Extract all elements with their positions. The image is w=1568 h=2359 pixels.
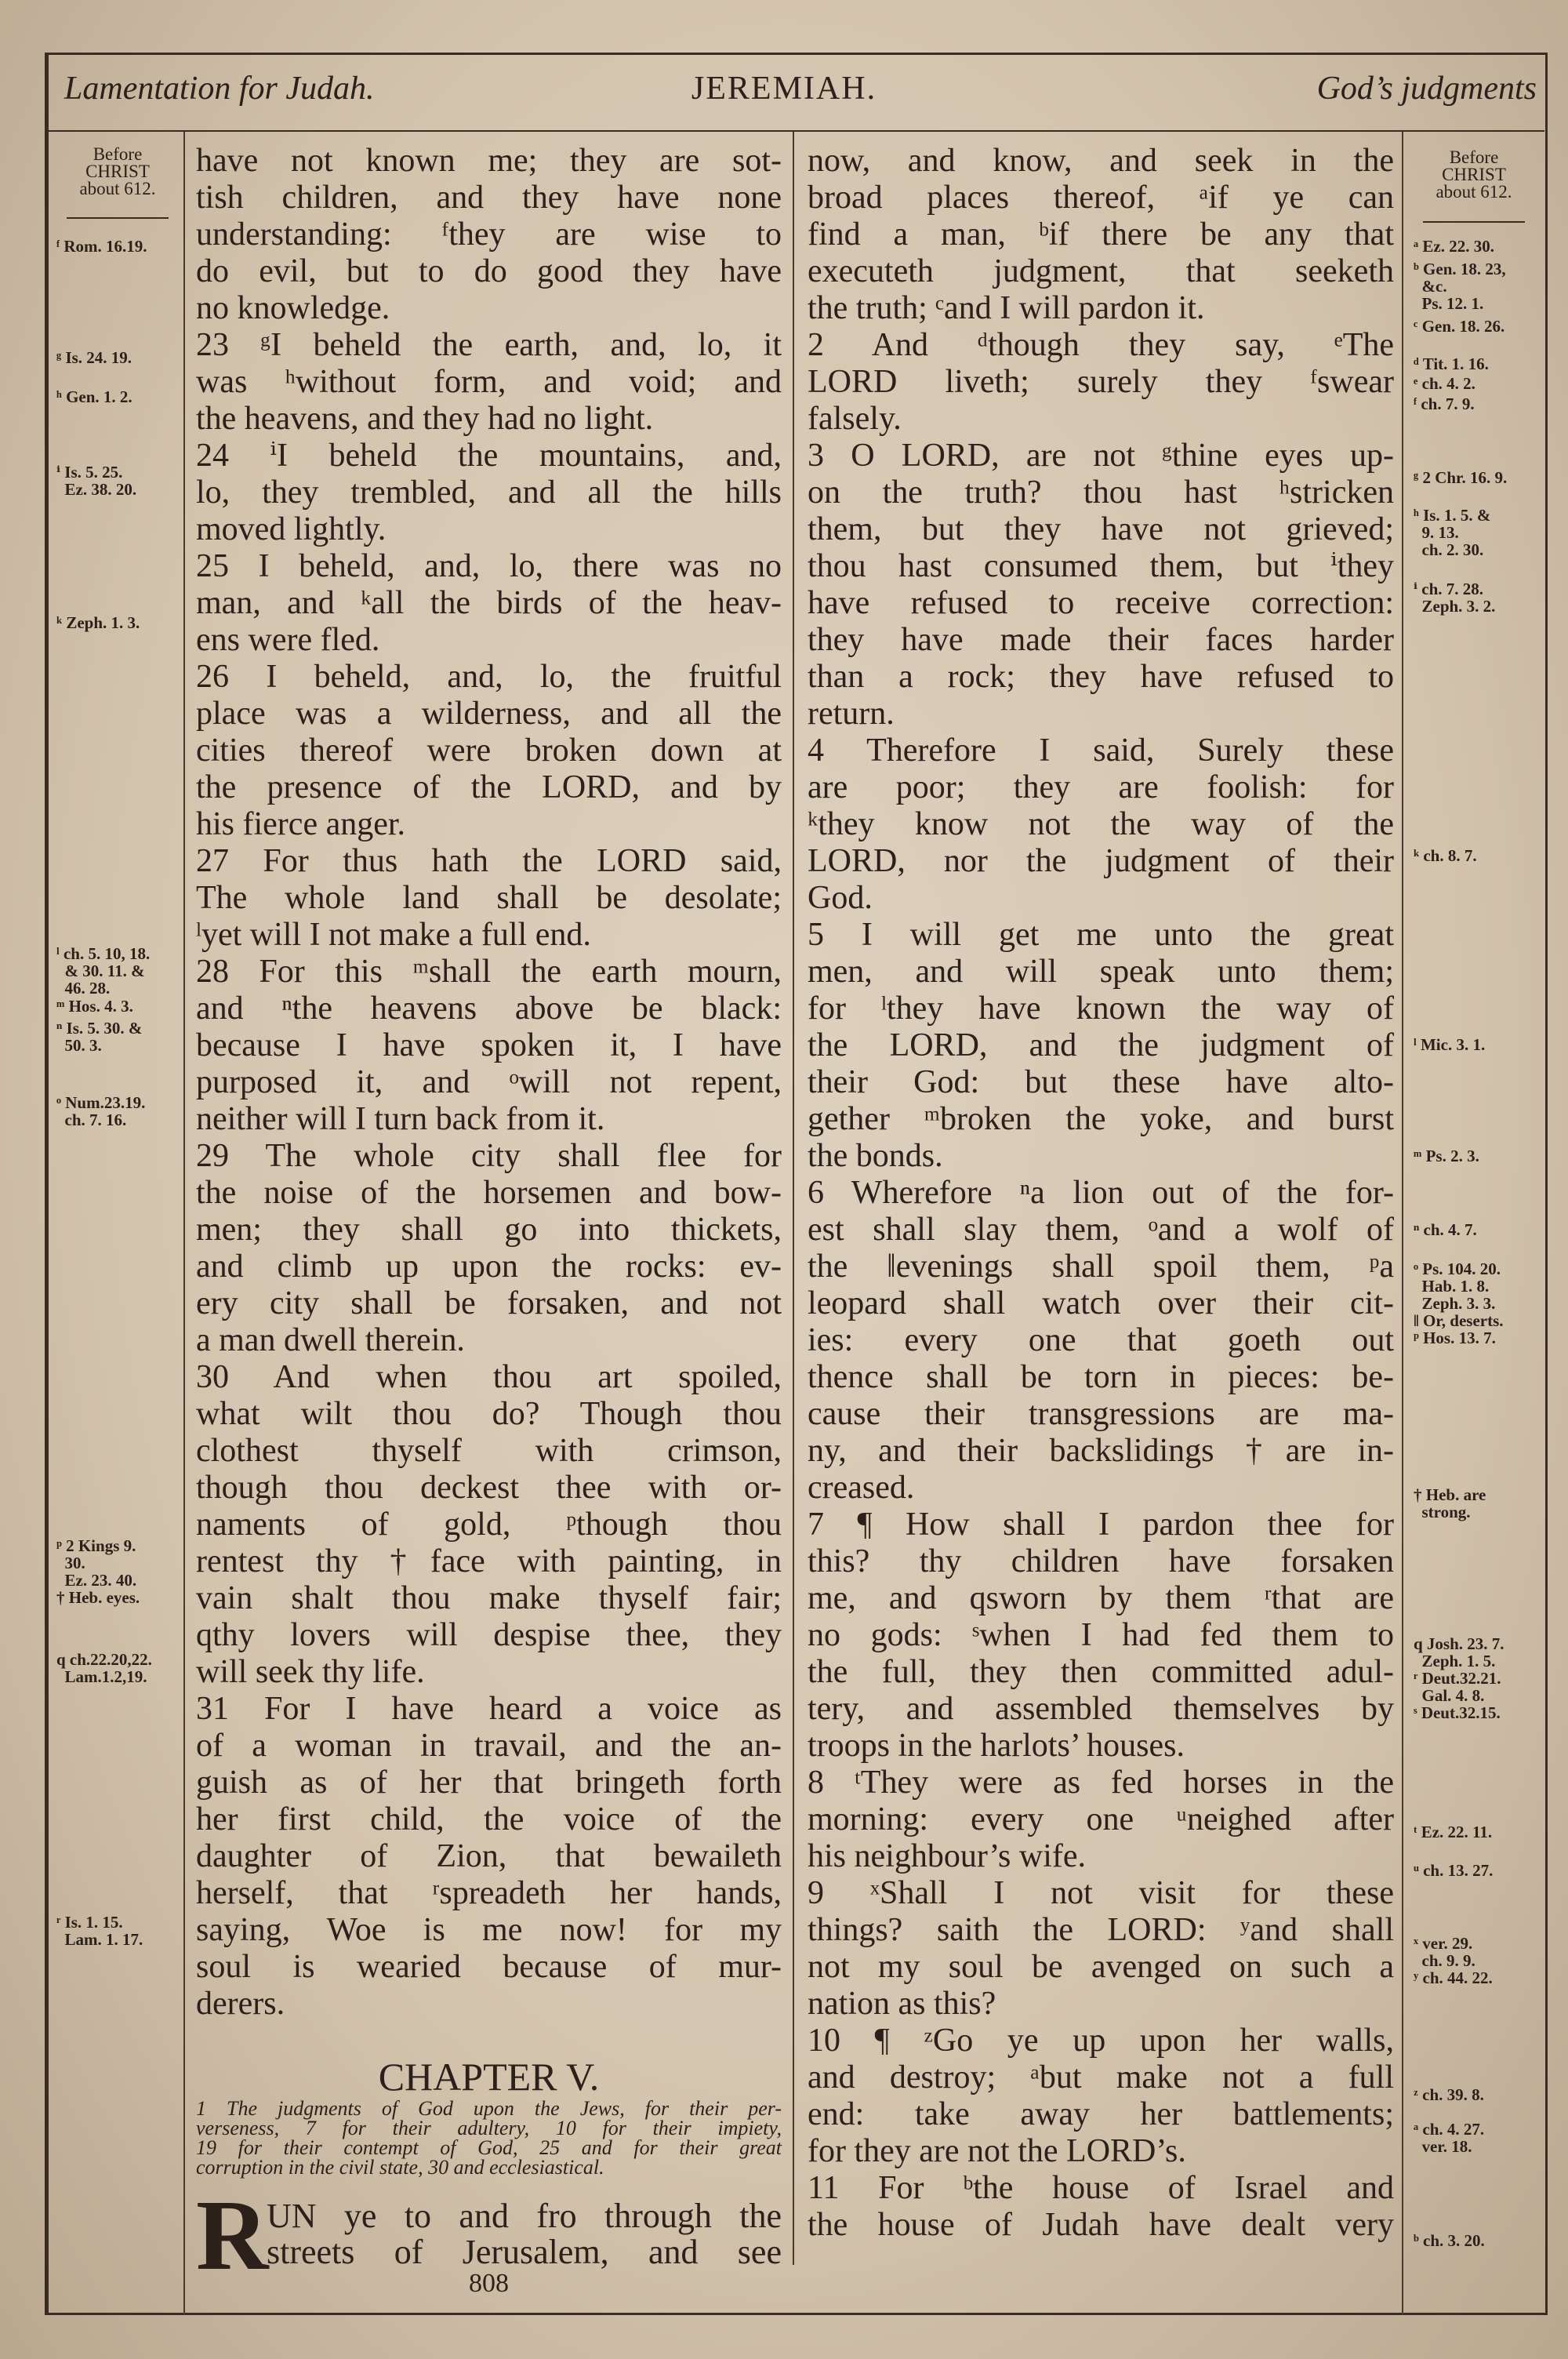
page-number: 808 xyxy=(469,2269,509,2298)
cross-reference-note xyxy=(56,238,147,255)
verse-line: broad places thereof, ᵃif ye can xyxy=(808,180,1394,216)
note-line: ˣ ver. 29. xyxy=(1414,1934,1473,1953)
verse-line: 9 ˣShall I not visit for these xyxy=(808,1875,1394,1911)
verse-line: have not known me; they are sot- xyxy=(196,143,782,179)
note-line: Gal. 4. 8. xyxy=(1414,1686,1485,1705)
verse-line: the presence of the LORD, and by xyxy=(196,769,782,805)
cross-reference-note xyxy=(1414,260,1506,312)
verse-line: est shall slay them, ᵒand a wolf of xyxy=(808,1212,1394,1248)
note-line: 46. 28. xyxy=(56,979,111,998)
note-line: 50. 3. xyxy=(56,1036,102,1055)
cross-reference-note xyxy=(1414,375,1475,392)
verse-line: because I have spoken it, I have xyxy=(196,1027,782,1063)
note-line: ˡ Mic. 3. 1. xyxy=(1414,1035,1486,1054)
verse-line: 10 ¶ ᶻGo ye up upon her walls, xyxy=(808,2023,1394,2059)
verse-line: troops in the harlots’ houses. xyxy=(808,1728,1185,1764)
opening-line: UN ye to and fro through the xyxy=(267,2197,782,2235)
verse-line: qthy lovers will despise thee, they xyxy=(196,1617,782,1653)
note-line: ᵗ Ez. 22. 11. xyxy=(1414,1823,1493,1841)
cross-reference-note xyxy=(56,614,140,631)
note-line: † Heb. eyes. xyxy=(56,1588,140,1607)
note-line: ᵒ Num.23.19. xyxy=(56,1093,146,1112)
before-christ-right xyxy=(1415,149,1533,201)
note-line: q Josh. 23. 7. xyxy=(1414,1634,1504,1653)
note-line: ʸ ch. 44. 22. xyxy=(1414,1968,1493,1987)
cross-reference-note xyxy=(1414,395,1475,413)
text-column-1 xyxy=(196,143,782,2023)
chapter-summary xyxy=(196,2099,782,2177)
cross-reference-note xyxy=(56,349,132,366)
verse-line: 26 I beheld, and, lo, the fruitful xyxy=(196,659,782,695)
verse-line: ˡyet will I not make a full end. xyxy=(196,917,591,953)
verse-line: of a woman in travail, and the an- xyxy=(196,1728,782,1764)
cross-reference-note xyxy=(56,463,136,498)
bc-line: CHRIST xyxy=(85,162,150,181)
note-line: ᵇ Gen. 18. 23, xyxy=(1414,260,1506,278)
verse-line: his fierce anger. xyxy=(196,806,406,842)
verse-line: thou hast consumed them, but ⁱthey xyxy=(808,548,1394,584)
verse-line: his neighbour’s wife. xyxy=(808,1838,1087,1874)
verse-line: moved lightly. xyxy=(196,511,387,547)
note-line: ᵍ Is. 24. 19. xyxy=(56,348,132,367)
note-line: Ez. 38. 20. xyxy=(56,480,137,499)
verse-line: soul is wearied because of mur- xyxy=(196,1949,782,1985)
verse-line: though thou deckest thee with or- xyxy=(196,1470,782,1506)
verse-line: was ʰwithout form, and void; and xyxy=(196,364,782,400)
note-line: ʳ Is. 1. 15. xyxy=(56,1913,123,1932)
chapter-heading: CHAPTER V. xyxy=(378,2055,600,2099)
note-line: ʰ Gen. 1. 2. xyxy=(56,387,132,406)
verse-line: executeth judgment, that seeketh xyxy=(808,253,1394,289)
cross-reference-note xyxy=(56,1651,152,1685)
note-line: ch. 7. 16. xyxy=(56,1110,127,1129)
note-line: ᵍ 2 Chr. 16. 9. xyxy=(1414,468,1508,487)
verse-line: men; they shall go into thickets, xyxy=(196,1212,782,1248)
note-line: ᵖ Hos. 13. 7. xyxy=(1414,1329,1496,1347)
verse-line: them, but they have not grieved; xyxy=(808,511,1394,547)
verse-line: ery city shall be forsaken, and not xyxy=(196,1285,782,1321)
cross-reference-note xyxy=(56,1020,142,1054)
verse-line: 3 O LORD, are not ᵍthine eyes up- xyxy=(808,438,1394,474)
verse-line: end: take away her battlements; xyxy=(808,2096,1394,2132)
note-line: Ez. 23. 40. xyxy=(56,1571,137,1590)
note-line: ʰ Is. 1. 5. & xyxy=(1414,506,1491,525)
note-line: Ps. 12. 1. xyxy=(1414,294,1484,313)
note-line: ʳ Deut.32.21. xyxy=(1414,1669,1501,1688)
cross-reference-note xyxy=(1414,1935,1493,1986)
verse-line: me, and qsworn by them ʳthat are xyxy=(808,1580,1394,1616)
note-line: ⁱ ch. 7. 28. xyxy=(1414,580,1484,598)
bc-line: CHRIST xyxy=(1442,165,1506,184)
note-line: &c. xyxy=(1414,277,1447,296)
note-line: ⁿ ch. 4. 7. xyxy=(1414,1220,1477,1239)
cross-reference-note xyxy=(1414,2232,1485,2249)
verse-line: have refused to receive correction: xyxy=(808,585,1394,621)
note-line: ⁱ Is. 5. 25. xyxy=(56,463,123,482)
verse-line: return. xyxy=(808,696,895,732)
verse-line: understanding: ᶠthey are wise to xyxy=(196,216,782,253)
summary-line: 1 The judgments of God upon the Jews, for their per- xyxy=(196,2097,782,2120)
verse-line: guish as of her that bringeth forth xyxy=(196,1765,782,1801)
verse-line: daughter of Zion, that bewaileth xyxy=(196,1838,782,1874)
verse-line: what wilt thou do? Though thou xyxy=(196,1396,782,1432)
verse-line: the house of Judah have dealt very xyxy=(808,2207,1394,2243)
summary-line: 19 for their contempt of God, 25 and for their great xyxy=(196,2136,782,2159)
verse-line: the noise of the horsemen and bow- xyxy=(196,1175,782,1211)
note-line: q ch.22.20,22. xyxy=(56,1650,152,1669)
cross-reference-note xyxy=(1414,507,1490,558)
verse-line: now, and know, and seek in the xyxy=(808,143,1394,179)
note-line: ᶜ Gen. 18. 26. xyxy=(1414,317,1505,336)
verse-line: for they are not the LORD’s. xyxy=(808,2133,1186,2169)
book-title: JEREMIAH. xyxy=(691,71,877,107)
note-line: ᵃ ch. 4. 27. xyxy=(1414,2120,1485,2139)
summary-line: verseness, 7 for their adultery, 10 for their impiety, xyxy=(196,2117,782,2139)
note-line: & 30. 11. & xyxy=(56,961,145,980)
note-line: Lam.1.2,19. xyxy=(56,1667,147,1686)
bc-line: Before xyxy=(1449,147,1499,167)
cross-reference-note xyxy=(56,1914,143,1948)
verse-line: thence shall be torn in pieces: be- xyxy=(808,1359,1394,1395)
bc-line: Before xyxy=(93,144,143,164)
cross-reference-note xyxy=(1414,1260,1504,1347)
verse-line: creased. xyxy=(808,1470,915,1506)
note-line: ⁿ Is. 5. 30. & xyxy=(56,1019,143,1038)
verse-line: they have made their faces harder xyxy=(808,622,1394,658)
verse-line: God. xyxy=(808,880,873,916)
note-line: ᵉ ch. 4. 2. xyxy=(1414,374,1475,393)
note-line: ᵐ Ps. 2. 3. xyxy=(1414,1147,1479,1165)
verse-line: morning: every one ᵘneighed after xyxy=(808,1801,1394,1837)
note-line: ᶠ ch. 7. 9. xyxy=(1414,394,1475,413)
verse-line: find a man, ᵇif there be any that xyxy=(808,216,1394,253)
verse-line: lo, they trembled, and all the hills xyxy=(196,474,782,511)
verse-line: men, and will speak unto them; xyxy=(808,954,1394,990)
header-rule xyxy=(49,130,1544,132)
verse-line: ies: every one that goeth out xyxy=(808,1322,1394,1358)
cross-reference-note xyxy=(1414,1635,1504,1721)
drop-cap: R xyxy=(196,2179,269,2291)
note-line: ᵖ 2 Kings 9. xyxy=(56,1536,136,1555)
verse-line: ny, and their backslidings †are in- xyxy=(808,1433,1394,1469)
verse-line: this? thy children have forsaken xyxy=(808,1543,1394,1579)
verse-line: clothest thyself with crimson, xyxy=(196,1433,782,1469)
verse-line: their God: but these have alto- xyxy=(808,1064,1394,1100)
verse-line: 28 For this ᵐshall the earth mourn, xyxy=(196,954,782,990)
text-column-2 xyxy=(808,143,1394,2244)
verse-line: and ⁿthe heavens above be black: xyxy=(196,990,782,1027)
verse-line: man, and ᵏall the birds of the heav- xyxy=(196,585,782,621)
verse-line: the ‖evenings shall spoil them, ᵖa xyxy=(808,1249,1394,1285)
cross-reference-note xyxy=(1414,580,1495,615)
note-line: ᵏ ch. 8. 7. xyxy=(1414,846,1477,865)
verse-line: vain shalt thou make thyself fair; xyxy=(196,1580,782,1616)
note-line: Zeph. 1. 5. xyxy=(1414,1652,1496,1670)
verse-line: 30 And when thou art spoiled, xyxy=(196,1359,782,1395)
verse-line: for ˡthey have known the way of xyxy=(808,990,1394,1027)
verse-line: will seek thy life. xyxy=(196,1654,425,1690)
note-line: ‖ Or, deserts. xyxy=(1414,1311,1504,1330)
verse-line: gether ᵐbroken the yoke, and burst xyxy=(808,1101,1394,1137)
cross-reference-note xyxy=(56,1094,145,1129)
cross-reference-note xyxy=(1414,2121,1484,2155)
verse-line: 23 ᵍI beheld the earth, and, lo, it xyxy=(196,327,782,363)
verse-line: things? saith the LORD: ʸand shall xyxy=(808,1912,1394,1948)
summary-line: corruption in the civil state, 30 and ecclesiastical. xyxy=(196,2156,604,2179)
right-margin-rule xyxy=(1402,132,1403,2315)
verse-line: 7 ¶ How shall I pardon thee for xyxy=(808,1507,1394,1543)
verse-line: 29 The whole city shall flee for xyxy=(196,1138,782,1174)
verse-line: the full, they then committed adul- xyxy=(808,1654,1394,1690)
note-line: ᵈ Tit. 1. 16. xyxy=(1414,354,1489,373)
verse-line: saying, Woe is me now! for my xyxy=(196,1912,782,1948)
verse-line: the bonds. xyxy=(808,1138,943,1174)
verse-line: 6 Wherefore ⁿa lion out of the for- xyxy=(808,1175,1394,1211)
note-line: ᵇ ch. 3. 20. xyxy=(1414,2231,1485,2250)
cross-reference-note xyxy=(56,998,133,1015)
verse-line: 11 For ᵇthe house of Israel and xyxy=(808,2170,1394,2206)
note-line: ch. 9. 9. xyxy=(1414,1951,1475,1970)
verse-line: tery, and assembled themselves by xyxy=(808,1691,1394,1727)
cross-reference-note xyxy=(1414,1147,1479,1165)
bc-rule-right xyxy=(1423,221,1525,223)
cross-reference-note xyxy=(1414,318,1504,335)
note-line: ᶠ Rom. 16.19. xyxy=(56,237,147,256)
verse-line: 8 ᵗThey were as fed horses in the xyxy=(808,1765,1394,1801)
note-line: ver. 18. xyxy=(1414,2137,1472,2156)
verse-line: 5 I will get me unto the great xyxy=(808,917,1394,953)
cross-reference-note xyxy=(1414,238,1494,255)
verse-line: 25 I beheld, and, lo, there was no xyxy=(196,548,782,584)
verse-line: the heavens, and they had no light. xyxy=(196,401,654,437)
bc-line: about 612. xyxy=(79,179,156,198)
before-christ-left xyxy=(59,146,176,198)
note-line: ˢ Deut.32.15. xyxy=(1414,1703,1501,1722)
verse-line: on the truth? thou hast ʰstricken xyxy=(808,474,1394,511)
verse-line: cause their transgressions are ma- xyxy=(808,1396,1394,1432)
note-line: ᶻ ch. 39. 8. xyxy=(1414,2085,1484,2104)
verse-line: ᵏthey know not the way of the xyxy=(808,806,1394,842)
verse-line: 24 ⁱI beheld the mountains, and, xyxy=(196,438,782,474)
verse-line: LORD, nor the judgment of their xyxy=(808,843,1394,879)
verse-line: no knowledge. xyxy=(196,290,390,326)
verse-line: and destroy; ᵃbut make not a full xyxy=(808,2059,1394,2095)
cross-reference-note xyxy=(56,945,150,997)
cross-reference-note xyxy=(1414,1486,1486,1521)
verse-line: falsely. xyxy=(808,401,902,437)
verse-line: not my soul be avenged on such a xyxy=(808,1949,1394,1985)
cross-reference-note xyxy=(1414,1823,1492,1841)
verse-line: leopard shall watch over their cit- xyxy=(808,1285,1394,1321)
verse-line: neither will I turn back from it. xyxy=(196,1101,605,1137)
left-margin-rule xyxy=(183,132,185,2315)
note-line: ᵐ Hos. 4. 3. xyxy=(56,997,133,1016)
verse-line: a man dwell therein. xyxy=(196,1322,465,1358)
cross-reference-note xyxy=(56,388,132,405)
verse-line: do evil, but to do good they have xyxy=(196,253,782,289)
verse-line: 4 Therefore I said, Surely these xyxy=(808,732,1394,769)
note-line: Zeph. 3. 2. xyxy=(1414,597,1496,616)
cross-reference-note xyxy=(1414,1036,1485,1053)
verse-line: are poor; they are foolish: for xyxy=(808,769,1394,805)
opening-line: streets of Jerusalem, and see xyxy=(267,2233,782,2271)
note-line: ch. 2. 30. xyxy=(1414,540,1484,559)
verse-line: nation as this? xyxy=(808,1986,996,2022)
verse-line: no gods: ˢwhen I had fed them to xyxy=(808,1617,1394,1653)
verse-line: 2 And ᵈthough they say, ᵉThe xyxy=(808,327,1394,363)
note-line: ᵃ Ez. 22. 30. xyxy=(1414,237,1494,256)
verse-line: LORD liveth; surely they ᶠswear xyxy=(808,364,1394,400)
note-line: † Heb. are xyxy=(1414,1485,1486,1504)
column-rule xyxy=(793,132,794,2265)
bc-line: about 612. xyxy=(1436,182,1512,202)
note-line: Zeph. 3. 3. xyxy=(1414,1294,1496,1313)
cross-reference-note xyxy=(1414,1862,1493,1879)
note-line: Hab. 1. 8. xyxy=(1414,1277,1490,1296)
cross-reference-note xyxy=(1414,1221,1477,1238)
note-line: ˡ ch. 5. 10, 18. xyxy=(56,944,151,963)
note-line: Lam. 1. 17. xyxy=(56,1930,143,1949)
cross-reference-note xyxy=(1414,847,1477,864)
verse-line: and climb up upon the rocks: ev- xyxy=(196,1249,782,1285)
cross-reference-note xyxy=(56,1537,140,1606)
note-line: strong. xyxy=(1414,1503,1471,1521)
note-line: 30. xyxy=(56,1554,85,1572)
verse-line: tish children, and they have none xyxy=(196,180,782,216)
verse-line: herself, that ʳspreadeth her hands, xyxy=(196,1875,782,1911)
verse-line: cities thereof were broken down at xyxy=(196,732,782,769)
verse-line: ens were fled. xyxy=(196,622,380,658)
verse-line: rentest thy †face with painting, in xyxy=(196,1543,782,1579)
verse-line: purposed it, and ᵒwill not repent, xyxy=(196,1064,782,1100)
note-line: 9. 13. xyxy=(1414,523,1459,542)
verse-line: than a rock; they have refused to xyxy=(808,659,1394,695)
verse-line: naments of gold, ᵖthough thou xyxy=(196,1507,782,1543)
verse-line: the LORD, and the judgment of xyxy=(808,1027,1394,1063)
cross-reference-note xyxy=(1414,469,1507,486)
verse-line: 31 For I have heard a voice as xyxy=(196,1691,782,1727)
verse-line: 27 For thus hath the LORD said, xyxy=(196,843,782,879)
running-head-left: Lamentation for Judah. xyxy=(64,71,375,107)
verse-line: the truth; ᶜand I will pardon it. xyxy=(808,290,1205,326)
running-head-right: God’s judgments xyxy=(1316,71,1537,107)
bc-rule-left xyxy=(67,217,169,219)
cross-reference-note xyxy=(1414,2086,1484,2103)
verse-line: The whole land shall be desolate; xyxy=(196,880,782,916)
cross-reference-note xyxy=(1414,355,1489,373)
verse-line: place was a wilderness, and all the xyxy=(196,696,782,732)
note-line: ᵏ Zeph. 1. 3. xyxy=(56,613,140,632)
note-line: ᵒ Ps. 104. 20. xyxy=(1414,1259,1501,1278)
note-line: ᵘ ch. 13. 27. xyxy=(1414,1861,1494,1880)
verse-line: her first child, the voice of the xyxy=(196,1801,782,1837)
verse-line: derers. xyxy=(196,1986,285,2022)
